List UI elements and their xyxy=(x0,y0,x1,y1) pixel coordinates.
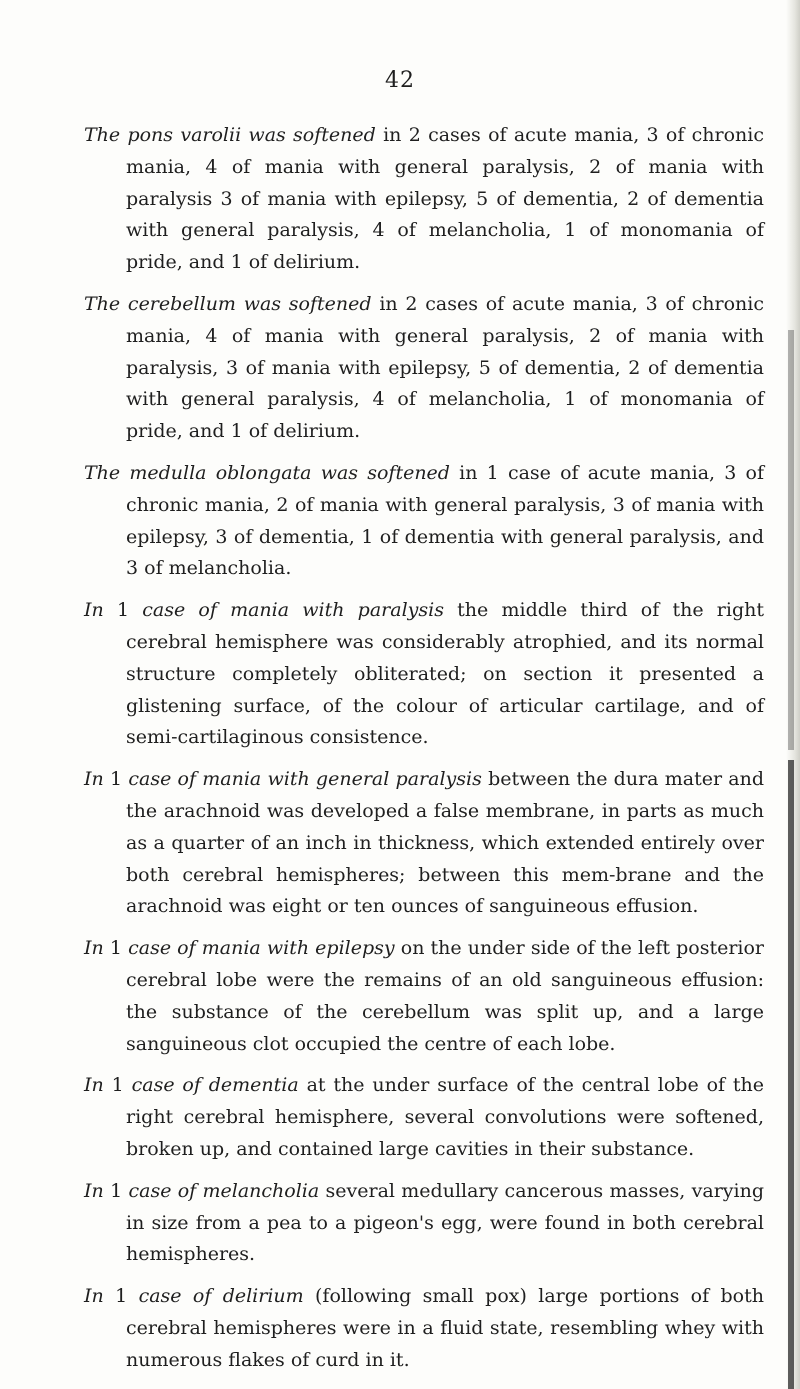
case-count: 1 xyxy=(116,599,130,622)
paragraph-text: in 2 cases of acute mania, 3 of chronic mania, 4 of mania with general paralysis, 2 of mania with paralysis 3 of mania with epilepsy, 5 of dementia, 2 of dementia with general paralysis, 4 of melancholia, 1 of monomania of pride, and 1 of delirium. xyxy=(126,124,765,274)
paragraph-text: between the dura mater and the arachnoid was developed a false membrane, in parts as much as a quarter of an inch in thickness, which extended entirely over both cerebral hemispheres; between this mem-brane and the arachnoid was eight or ten ounces of sanguineous effusion. xyxy=(126,768,765,918)
page-body xyxy=(84,120,764,1386)
paragraph-subject: case of mania with epilepsy xyxy=(128,937,395,960)
page-number: 42 xyxy=(385,68,415,93)
paragraph-text: the middle third of the right cerebral hemisphere was considerably atrophied, and its normal structure completely obliterated; on section it presented a glistening surface, of the colour of articular cartilage, and of semi-cartilaginous consistence. xyxy=(126,599,764,749)
page-edge-mark xyxy=(788,760,794,1389)
paragraph-dementia xyxy=(84,1070,764,1165)
case-count: 1 xyxy=(115,1285,128,1308)
paragraph-subject: case of dementia xyxy=(131,1074,299,1097)
paragraph-text: in 1 case of acute mania, 3 of chronic mania, 2 of mania with general paralysis, 3 of mania with epilepsy, 3 of dementia, 1 of dementia with general paralysis, and 3 of melancholia. xyxy=(126,461,764,580)
paragraph-delirium xyxy=(84,1281,764,1376)
paragraph-pons-varolii xyxy=(84,120,764,279)
paragraph-subject: cerebellum was softened xyxy=(127,292,372,315)
paragraph-lead: In xyxy=(84,768,104,791)
paragraph-subject: case of mania with general paralysis xyxy=(128,768,482,791)
paragraph-mania-general-paralysis xyxy=(84,764,764,923)
case-count: 1 xyxy=(111,1074,124,1097)
paragraph-text: on the under side of the left posterior cerebral lobe were the remains of an old sanguineous effusion: the substance of the cerebellum was split up, and a large sanguineous clot occupied the centre of each lobe. xyxy=(126,937,765,1055)
paragraph-text: several medullary cancerous masses, varying in size from a pea to a pigeon's egg, were found in both cerebral hemispheres. xyxy=(126,1179,764,1266)
paragraph-lead: In xyxy=(84,599,104,622)
paragraph-lead: The xyxy=(84,461,121,484)
paragraph-lead: In xyxy=(84,1179,104,1202)
paragraph-subject: case of melancholia xyxy=(128,1179,320,1202)
paragraph-lead: The xyxy=(84,124,121,146)
paragraph-lead: In xyxy=(84,1285,104,1308)
paragraph-lead: The xyxy=(84,292,121,315)
paragraph-cerebellum xyxy=(84,289,764,448)
paragraph-subject: case of mania with paralysis xyxy=(142,599,444,622)
paragraph-melancholia xyxy=(84,1176,764,1271)
case-count: 1 xyxy=(110,1179,123,1202)
paragraph-text: at the under surface of the central lobe of the right cerebral hemisphere, several convolutions were softened, broken up, and contained large cavities in their substance. xyxy=(126,1074,765,1160)
paragraph-mania-epilepsy xyxy=(84,933,764,1060)
page-edge-mark xyxy=(788,330,794,750)
paragraph-subject: medulla oblongata was softened xyxy=(129,461,450,484)
paragraph-subject: case of delirium xyxy=(138,1285,304,1308)
case-count: 1 xyxy=(109,937,122,960)
paragraph-lead: In xyxy=(84,1074,104,1097)
paragraph-text: (following small pox) large portions of both cerebral hemispheres were in a fluid state, resembling whey with numerous flakes of curd in it. xyxy=(126,1285,764,1371)
paragraph-medulla-oblongata xyxy=(84,458,764,585)
paragraph-subject: pons varolii was softened xyxy=(127,124,376,146)
paragraph-text: in 2 cases of acute mania, 3 of chronic mania, 4 of mania with general paralysis, 2 of mania with paralysis, 3 of mania with epilepsy, 5 of dementia, 2 of dementia with general paralysis, 4 of melancholia, 1 of monomania of pride, and 1 of delirium. xyxy=(126,292,764,443)
paragraph-mania-paralysis xyxy=(84,595,764,754)
paragraph-lead: In xyxy=(84,937,104,960)
case-count: 1 xyxy=(110,768,123,791)
